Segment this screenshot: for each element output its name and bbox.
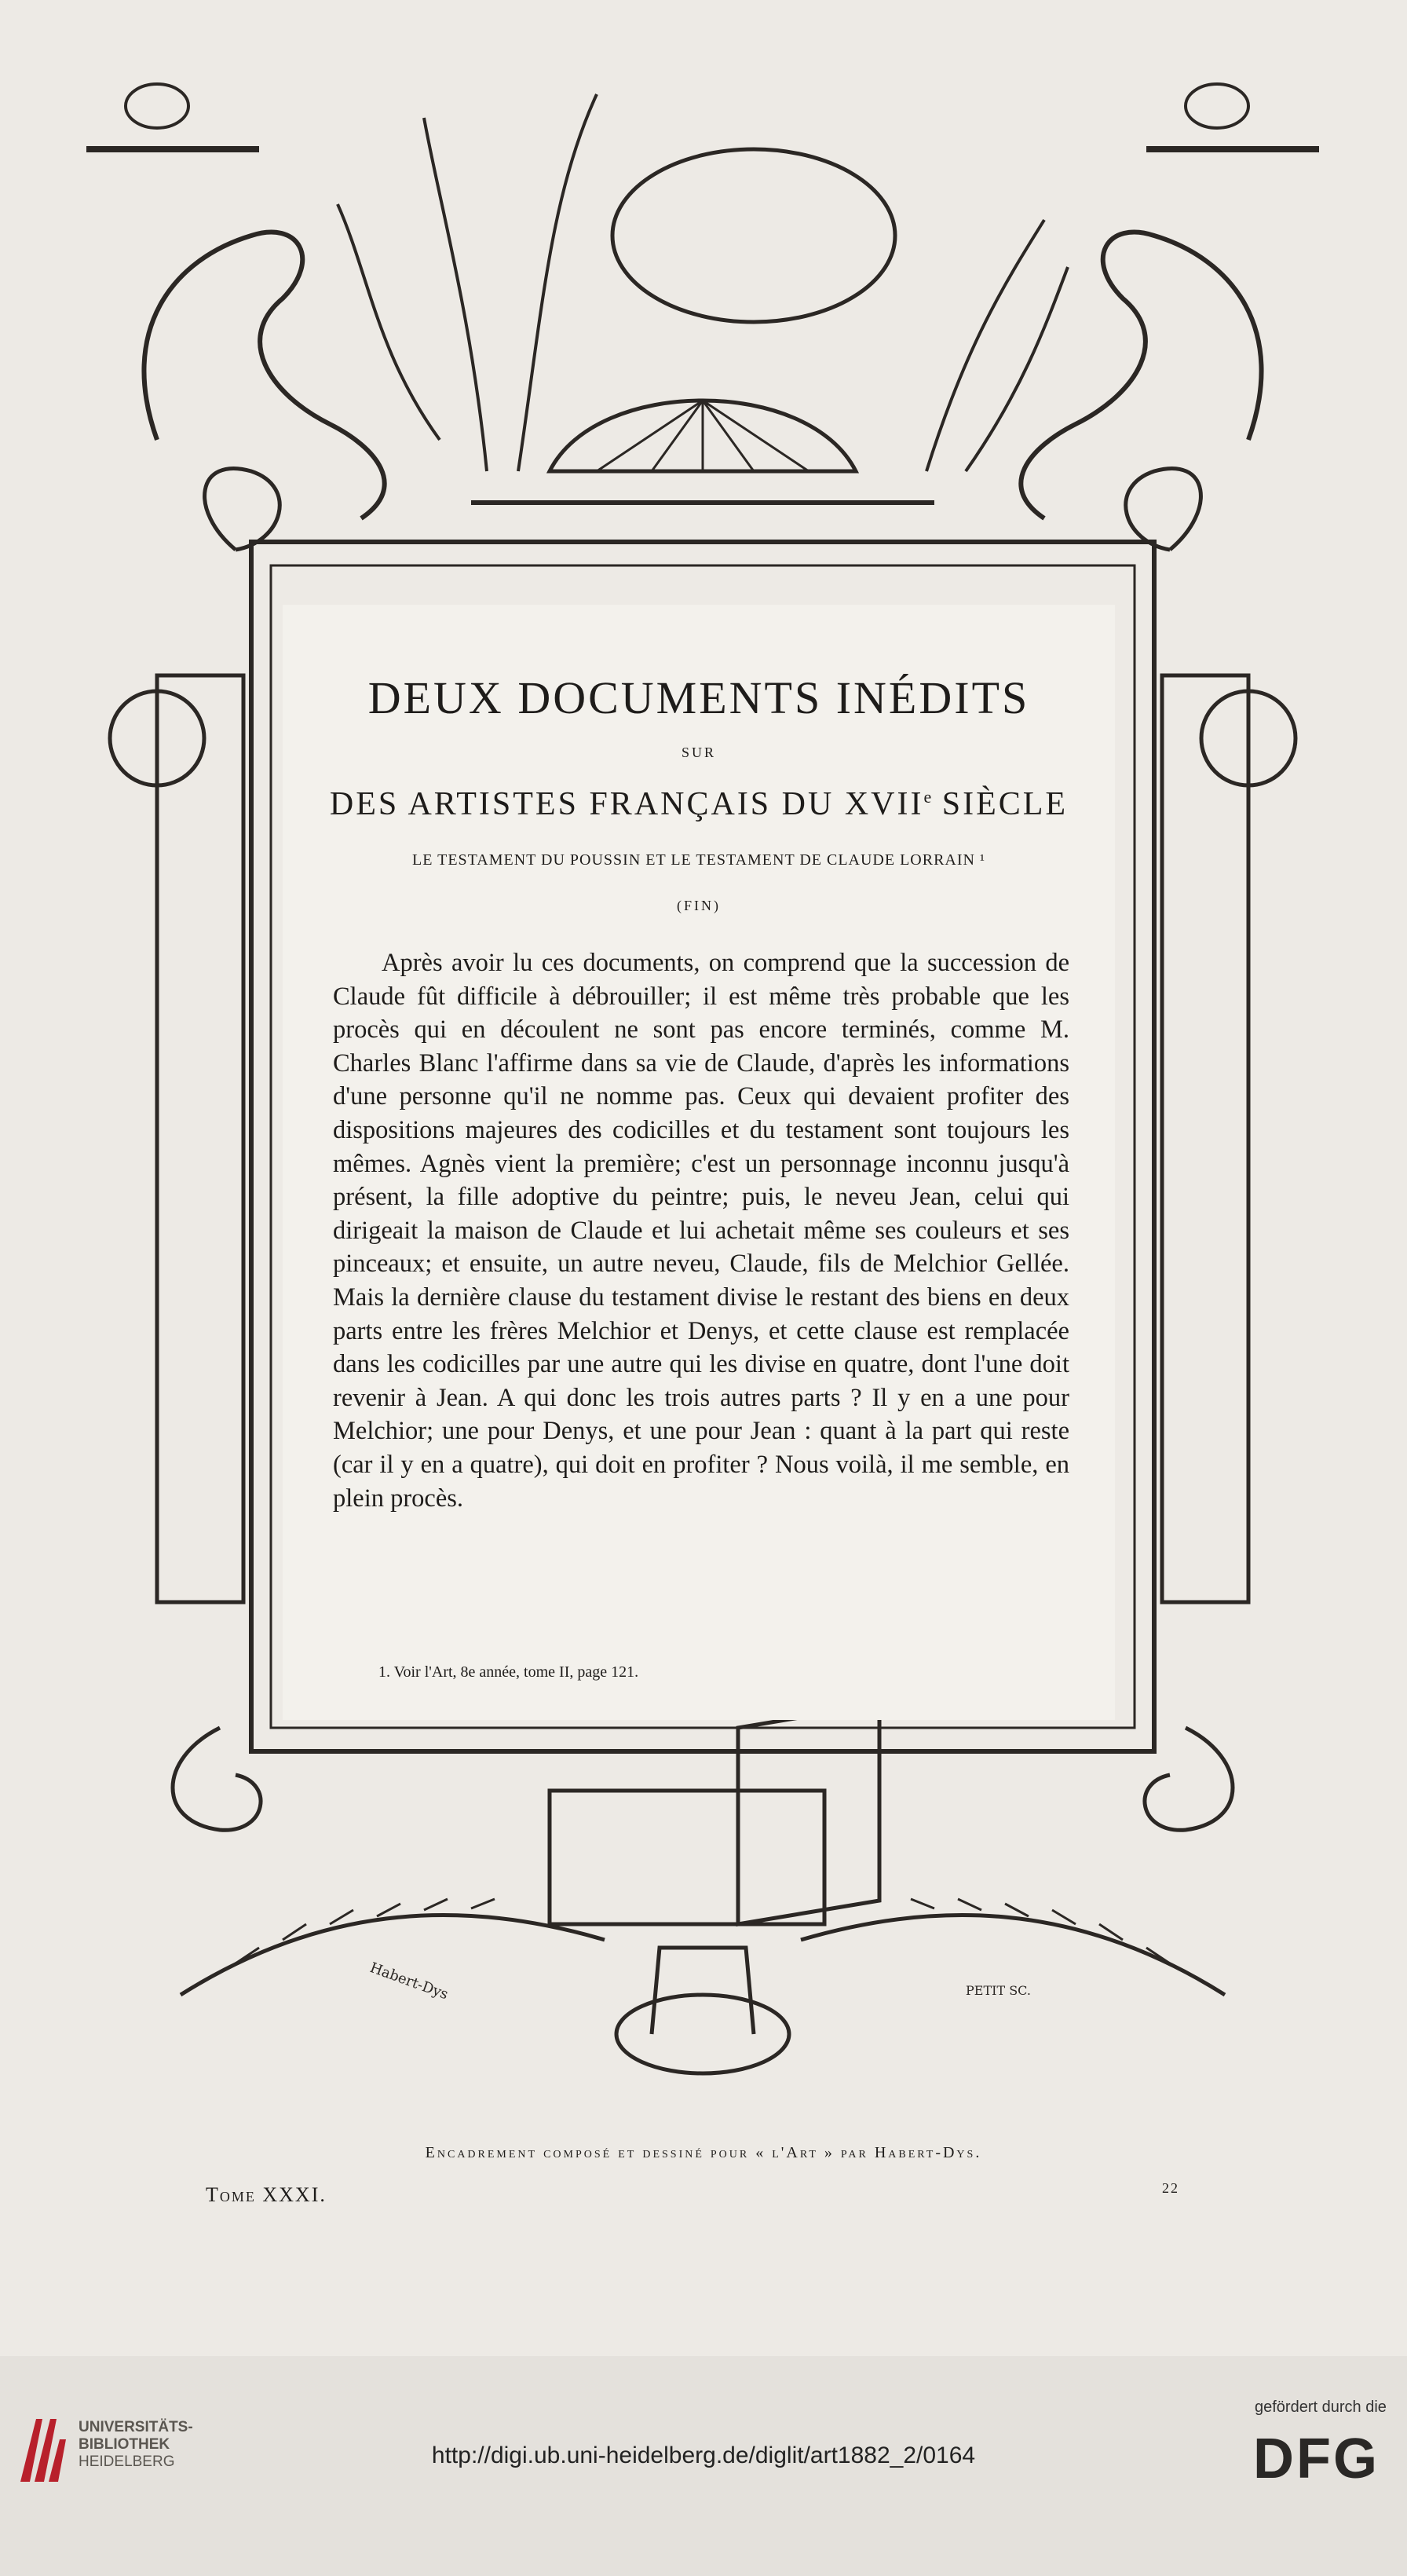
fin-marker: (FIN) — [677, 898, 721, 913]
article-title: DEUX DOCUMENTS INÉDITS — [367, 672, 1030, 723]
article-subheading: LE TESTAMENT DU POUSSIN ET LE TESTAMENT DE CLAUDE LORRAIN ¹ — [412, 851, 985, 869]
footnote: 1. Voir l'Art, 8e année, tome II, page 121. — [378, 1663, 639, 1681]
article-subtitle: DES ARTISTES FRANÇAIS DU XVIIe SIÈCLE — [329, 786, 1069, 822]
title-connector: SUR — [681, 745, 716, 760]
volume-label: Tome XXXI. — [206, 2183, 327, 2206]
permalink-url[interactable]: http://digi.ub.uni-heidelberg.de/diglit/art1882_2/0164 — [431, 2442, 976, 2468]
dfg-logo: DFG — [1253, 2428, 1380, 2490]
university-name: UNIVERSITÄTS- BIBLIOTHEK HEIDELBERG — [79, 2419, 193, 2470]
illustration-caption: Encadrement composé et dessiné pour « l'Art » par Habert-Dys. — [425, 2144, 982, 2161]
funding-label: gefördert durch die — [1255, 2399, 1387, 2416]
page-number: 22 — [1162, 2180, 1179, 2196]
svg-text:Habert-Dys: Habert-Dys — [367, 1959, 451, 2003]
article-body: Après avoir lu ces documents, on comprend que la succession de Claude fût difficile à débrouiller; il est même très probable que les procès qui en découlent ne sont pas encore terminés, comme M. Charles Blanc l'affirme dans sa vie de Claude, d'après les informations d'une personne qu'il ne nomme pas. Ceux qui devaient profiter des dispositions majeures des codicilles et du testament sont toujours les mêmes. Agnès vient la première; c'est un personnage inconnu jusqu'à présent, la fille adoptive du peintre; puis, le neveu Jean, celui qui dirigeait la maison de Claude et lui achetait même ses couleurs et ses pinceaux; et ensuite, un autre neveu, Claude, fils de Melchior Gellée. Mais la dernière clause du testament divise le restant des biens en deux parts entre les frères Melchior et Denys, et cette clause est remplacée dans les codicilles par une autre qui les divise en quatre, dont l'une doit revenir à Jean. A qui donc les trois autres parts ? Il y en a une pour Melchior; une pour Denys, et une pour Jean : quant à la part qui reste (car il y en a quatre), qui doit en profiter ? Nous voilà, il me semble, en plein procès. — [333, 949, 1069, 1513]
svg-text:PETIT SC.: PETIT SC. — [966, 1983, 1031, 1998]
